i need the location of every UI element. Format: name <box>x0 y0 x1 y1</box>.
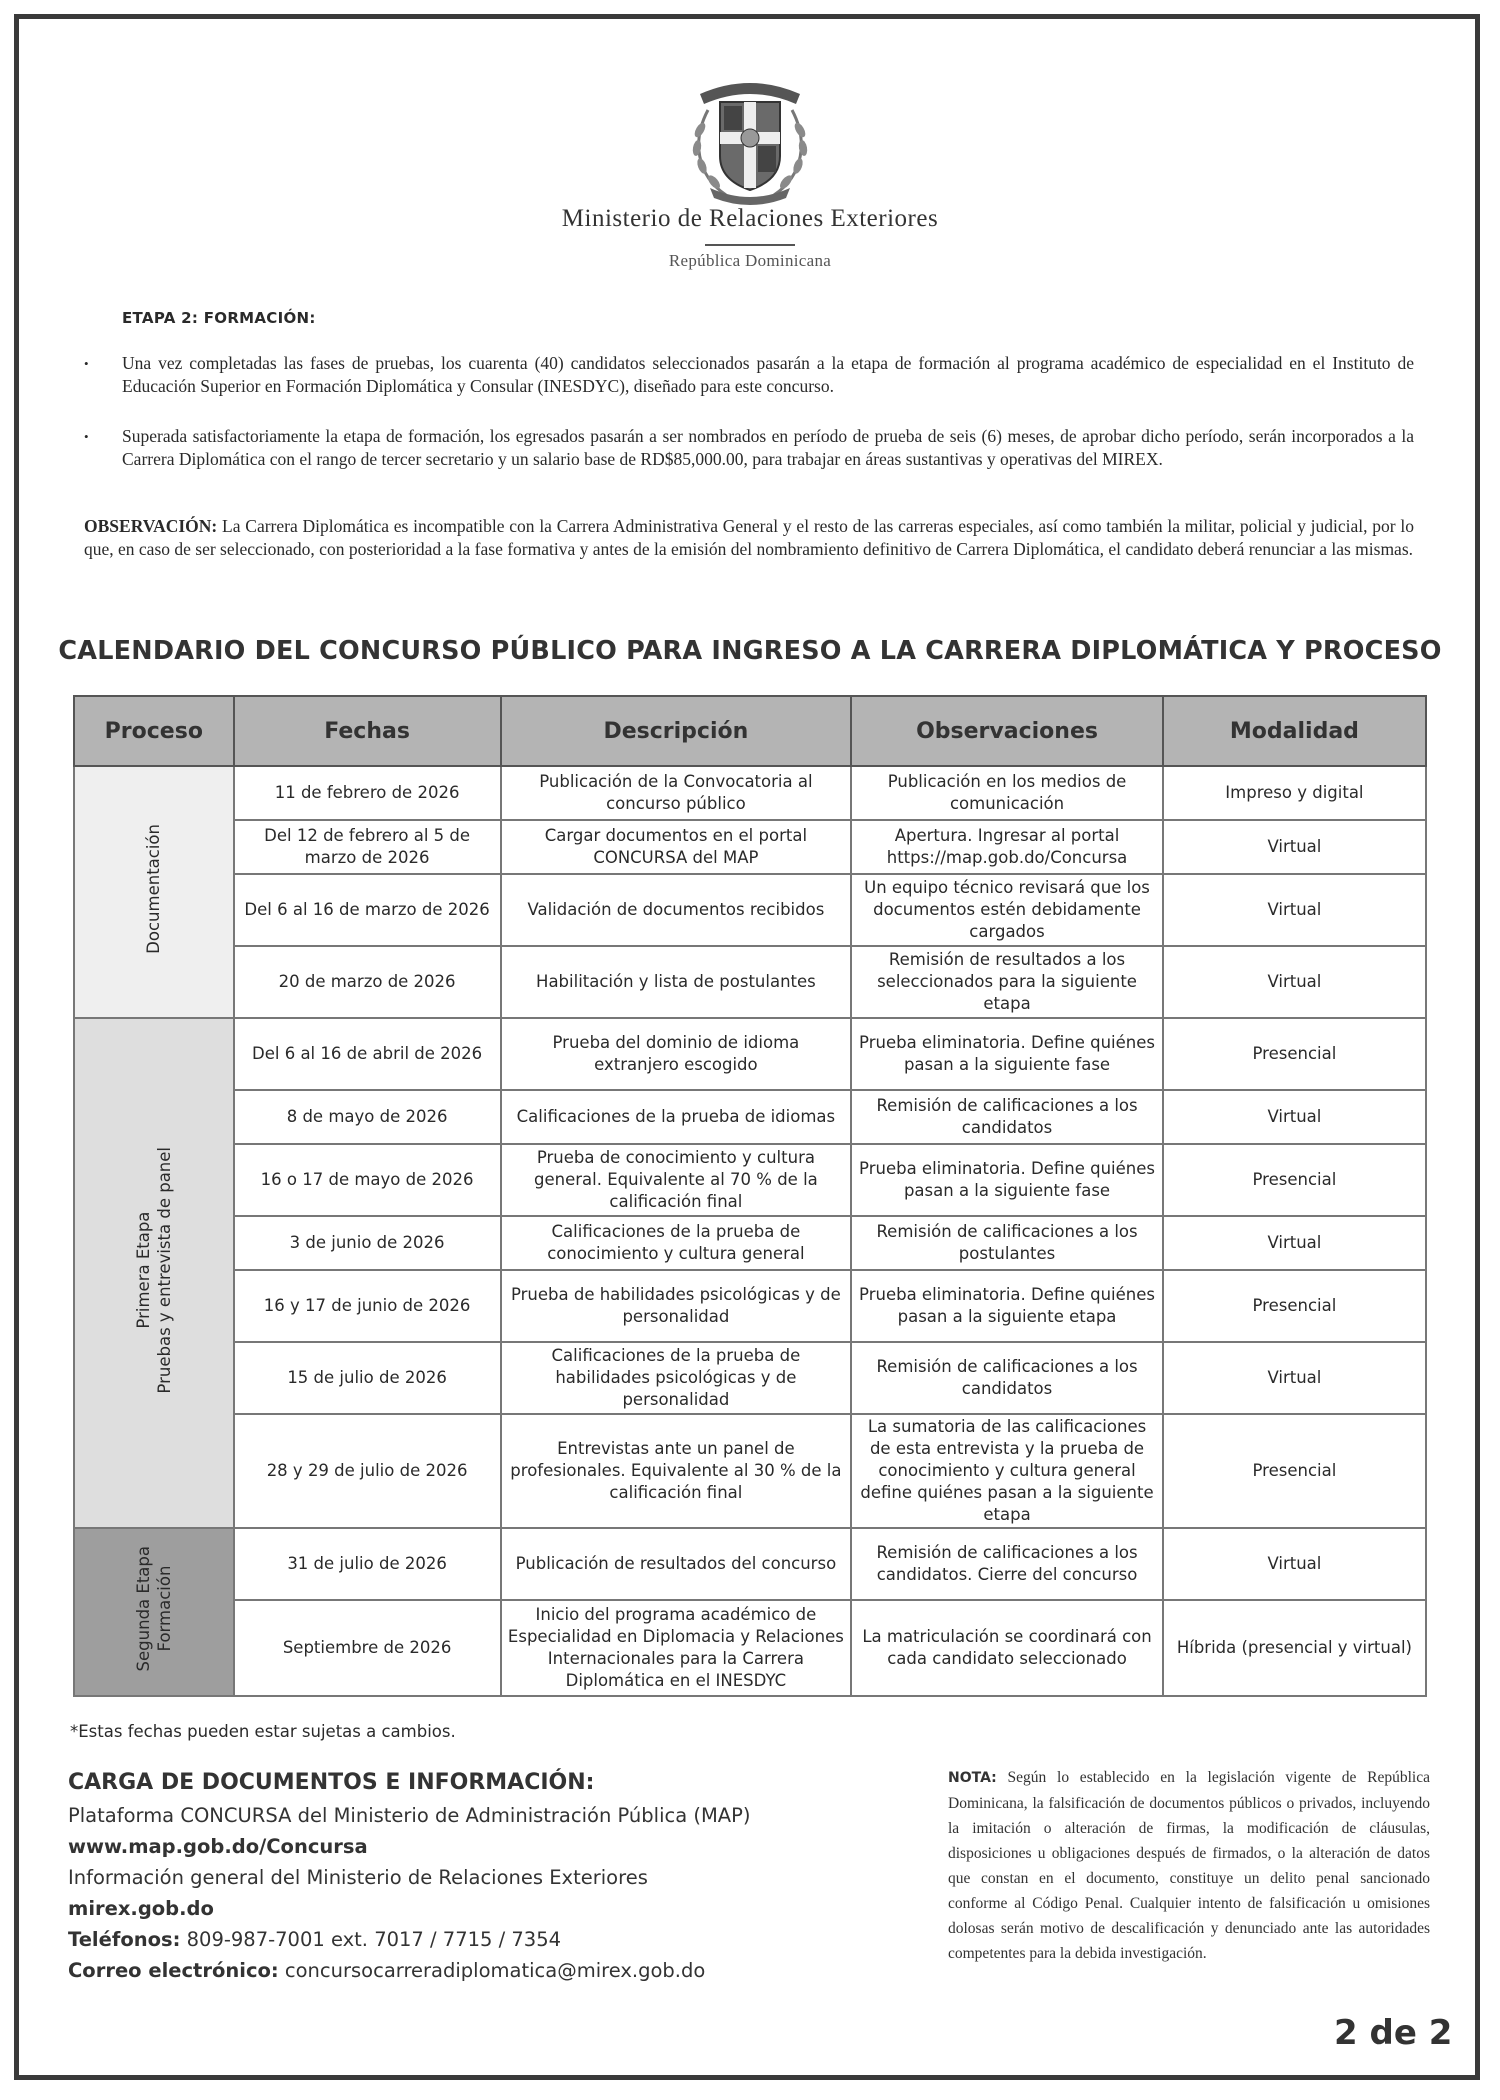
table-row <box>74 1144 1426 1216</box>
cell-fecha: 28 y 29 de julio de 2026 <box>234 1414 501 1528</box>
page-number: 2 de 2 <box>1334 2013 1453 2053</box>
cell-fecha: Del 12 de febrero al 5 de marzo de 2026 <box>234 820 501 874</box>
table-row <box>74 1090 1426 1144</box>
cell-descripcion: Publicación de la Convocatoria al concurso público <box>501 766 852 820</box>
cell-fecha: 16 y 17 de junio de 2026 <box>234 1270 501 1342</box>
stage-label-line: Pruebas y entrevista de panel <box>154 1146 174 1394</box>
cell-descripcion: Cargar documentos en el portal CONCURSA del MAP <box>501 820 852 874</box>
stage-label-line: Formación <box>154 1566 174 1652</box>
cell-modalidad: Virtual <box>1163 946 1426 1018</box>
cell-descripcion: Prueba del dominio de idioma extranjero escogido <box>501 1018 852 1090</box>
observacion-paragraph <box>84 515 1414 561</box>
etapa2-title: ETAPA 2: FORMACIÓN: <box>122 309 316 327</box>
cell-descripcion: Calificaciones de la prueba de conocimiento y cultura general <box>501 1216 852 1270</box>
cell-observaciones: Un equipo técnico revisará que los documentos estén debidamente cargados <box>851 874 1163 946</box>
table-row <box>74 1216 1426 1270</box>
cell-observaciones: Remisión de calificaciones a los candidatos <box>851 1342 1163 1414</box>
mirex-link[interactable]: mirex.gob.do <box>68 1897 214 1920</box>
header-divider <box>705 244 795 246</box>
header-descripcion: Descripción <box>501 696 852 766</box>
cell-modalidad: Presencial <box>1163 1018 1426 1090</box>
table-row <box>74 1528 1426 1600</box>
cell-descripcion: Calificaciones de la prueba de habilidades psicológicas y de personalidad <box>501 1342 852 1414</box>
cell-modalidad: Impreso y digital <box>1163 766 1426 820</box>
cell-modalidad: Presencial <box>1163 1414 1426 1528</box>
bullet-text: Una vez completadas las fases de pruebas, los cuarenta (40) candidatos seleccionados pasarán a la etapa de formación al programa académico de especialidad en el Instituto de Educación Superior en Formación Diplomática y Consular (INESDYC), diseñado para este concurso. <box>122 353 1414 396</box>
cell-observaciones: La sumatoria de las calificaciones de esta entrevista y la prueba de conocimiento y cultura general define quiénes pasan a la siguiente etapa <box>851 1414 1163 1528</box>
map-link[interactable]: www.map.gob.do/Concursa <box>68 1835 368 1858</box>
table-row <box>74 874 1426 946</box>
cell-observaciones: Remisión de calificaciones a los candidatos <box>851 1090 1163 1144</box>
contact-title: CARGA DE DOCUMENTOS E INFORMACIÓN: <box>68 1770 595 1795</box>
stage-segunda-etapa <box>74 1528 234 1696</box>
cell-observaciones: Prueba eliminatoria. Define quiénes pasan a la siguiente fase <box>851 1144 1163 1216</box>
contact-platform: Plataforma CONCURSA del Ministerio de Administración Pública (MAP) <box>68 1804 751 1827</box>
nota-label: NOTA: <box>948 1770 997 1786</box>
observacion-label: OBSERVACIÓN: <box>84 516 218 536</box>
cell-descripcion: Habilitación y lista de postulantes <box>501 946 852 1018</box>
cell-fecha: Septiembre de 2026 <box>234 1600 501 1696</box>
cell-observaciones: Publicación en los medios de comunicación <box>851 766 1163 820</box>
cell-modalidad: Presencial <box>1163 1144 1426 1216</box>
cell-fecha: 20 de marzo de 2026 <box>234 946 501 1018</box>
table-row <box>74 946 1426 1018</box>
table-row <box>74 820 1426 874</box>
calendar-table <box>73 695 1427 1697</box>
table-row <box>74 1270 1426 1342</box>
coat-of-arms-icon <box>686 70 814 210</box>
nota-text: Según lo establecido en la legislación vigente de República Dominicana, la falsificación de documentos públicos o privados, incluyendo la imitación o alteración de firmas, la modificación de cláusulas, disposiciones u obligaciones después de firmados, o la alteración de datos que constan en el documento, constituye un delito penal sancionado conforme al Código Penal. Cualquier intento de falsificación u omisiones dolosas serán motivo de descalificación y denunciado ante las autoridades competentes para la debida investigación. <box>948 1769 1431 1962</box>
ministry-name: Ministerio de Relaciones Exteriores <box>561 205 939 232</box>
phones-value: 809-987-7001 ext. 7017 / 7715 / 7354 <box>186 1928 562 1951</box>
table-row <box>74 1414 1426 1528</box>
header-modalidad: Modalidad <box>1163 696 1426 766</box>
observacion-text: La Carrera Diplomática es incompatible con la Carrera Administrativa General y el resto de las carreras especiales, así como también la militar, policial y judicial, por lo que, en caso de ser seleccionado, con posterioridad a la fase formativa y antes de la emisión del nombramiento definitivo de Carrera Diplomática, el candidato deberá renunciar a las mismas. <box>84 516 1415 559</box>
cell-fecha: 3 de junio de 2026 <box>234 1216 501 1270</box>
legal-note <box>948 1765 1430 1966</box>
stage-label-line: Segunda Etapa <box>133 1546 153 1672</box>
cell-observaciones: Remisión de calificaciones a los candidatos. Cierre del concurso <box>851 1528 1163 1600</box>
table-row <box>74 1342 1426 1414</box>
cell-modalidad: Virtual <box>1163 820 1426 874</box>
stage-label <box>133 1147 175 1394</box>
email-label: Correo electrónico: <box>68 1959 279 1982</box>
table-header-row <box>74 696 1426 766</box>
cell-modalidad: Presencial <box>1163 1270 1426 1342</box>
cell-modalidad: Virtual <box>1163 1216 1426 1270</box>
cell-fecha: 16 o 17 de mayo de 2026 <box>234 1144 501 1216</box>
cell-fecha: Del 6 al 16 de abril de 2026 <box>234 1018 501 1090</box>
cell-observaciones: Apertura. Ingresar al portal https://map.gob.do/Concursa <box>851 820 1163 874</box>
contact-phones <box>68 1928 561 1951</box>
stage-label <box>133 1546 175 1671</box>
phones-label: Teléfonos: <box>68 1928 181 1951</box>
cell-descripcion: Prueba de conocimiento y cultura general. Equivalente al 70 % de la calificación final <box>501 1144 852 1216</box>
cell-descripcion: Entrevistas ante un panel de profesionales. Equivalente al 30 % de la calificación final <box>501 1414 852 1528</box>
cell-descripcion: Calificaciones de la prueba de idiomas <box>501 1090 852 1144</box>
contact-email <box>68 1959 705 1982</box>
cell-descripcion: Validación de documentos recibidos <box>501 874 852 946</box>
stage-label: Documentación <box>144 824 164 954</box>
bullet-text: Superada satisfactoriamente la etapa de formación, los egresados pasarán a ser nombrados en período de prueba de seis (6) meses, de aprobar dicho período, serán incorporados a la Carrera Diplomática con el rango de tercer secretario y un salario base de RD$85,000.00, para trabajar en áreas sustantivas y operativas del MIREX. <box>122 426 1414 469</box>
cell-modalidad: Híbrida (presencial y virtual) <box>1163 1600 1426 1696</box>
cell-observaciones: Prueba eliminatoria. Define quiénes pasan a la siguiente fase <box>851 1018 1163 1090</box>
cell-modalidad: Virtual <box>1163 1342 1426 1414</box>
table-row <box>74 766 1426 820</box>
cell-fecha: 8 de mayo de 2026 <box>234 1090 501 1144</box>
header-fechas: Fechas <box>234 696 501 766</box>
header-proceso: Proceso <box>74 696 234 766</box>
cell-descripcion: Inicio del programa académico de Especialidad en Diplomacia y Relaciones Internacionales para la Carrera Diplomática en el INESDYC <box>501 1600 852 1696</box>
cell-modalidad: Virtual <box>1163 874 1426 946</box>
bullet-dot-icon: • <box>84 356 89 371</box>
email-link[interactable]: concursocarreradiplomatica@mirex.gob.do <box>284 1959 706 1982</box>
stage-primera-etapa <box>74 1018 234 1528</box>
cell-observaciones: Remisión de resultados a los seleccionados para la siguiente etapa <box>851 946 1163 1018</box>
stage-documentacion <box>74 766 234 1018</box>
header-observaciones: Observaciones <box>851 696 1163 766</box>
cell-fecha: 31 de julio de 2026 <box>234 1528 501 1600</box>
cell-observaciones: La matriculación se coordinará con cada candidato seleccionado <box>851 1600 1163 1696</box>
cell-modalidad: Virtual <box>1163 1090 1426 1144</box>
cell-observaciones: Remisión de calificaciones a los postulantes <box>851 1216 1163 1270</box>
cell-descripcion: Prueba de habilidades psicológicas y de personalidad <box>501 1270 852 1342</box>
cell-modalidad: Virtual <box>1163 1528 1426 1600</box>
bullet-dot-icon: • <box>84 429 89 444</box>
cell-fecha: Del 6 al 16 de marzo de 2026 <box>234 874 501 946</box>
cell-descripcion: Publicación de resultados del concurso <box>501 1528 852 1600</box>
contact-general: Información general del Ministerio de Relaciones Exteriores <box>68 1866 648 1889</box>
cell-fecha: 15 de julio de 2026 <box>234 1342 501 1414</box>
table-row <box>74 1600 1426 1696</box>
stage-label-line: Primera Etapa <box>133 1211 153 1329</box>
calendar-title: CALENDARIO DEL CONCURSO PÚBLICO PARA INGRESO A LA CARRERA DIPLOMÁTICA Y PROCESO <box>58 636 1442 666</box>
cell-observaciones: Prueba eliminatoria. Define quiénes pasan a la siguiente etapa <box>851 1270 1163 1342</box>
dates-footnote: *Estas fechas pueden estar sujetas a cambios. <box>70 1722 456 1741</box>
table-row <box>74 1018 1426 1090</box>
cell-fecha: 11 de febrero de 2026 <box>234 766 501 820</box>
country-name: República Dominicana <box>668 251 832 270</box>
